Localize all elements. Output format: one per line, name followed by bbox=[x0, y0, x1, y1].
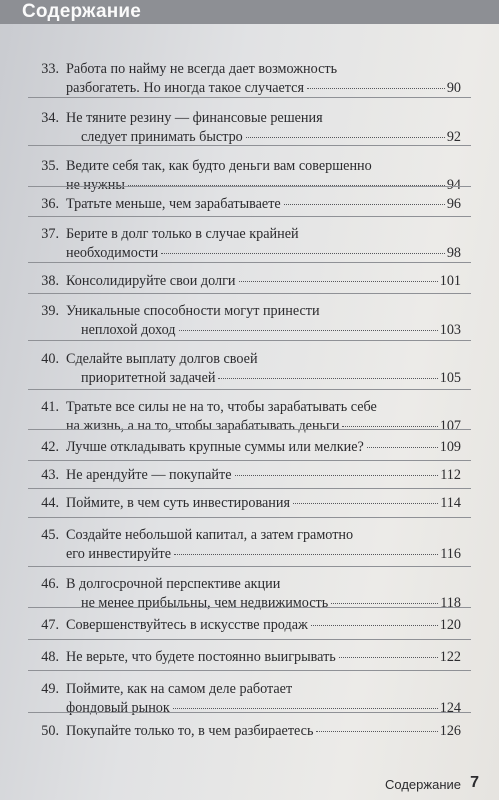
dot-leader bbox=[342, 426, 437, 427]
toc-entry-number: 48. bbox=[41, 649, 59, 665]
toc-entry-page-number: 103 bbox=[439, 322, 461, 338]
toc-entry-number: 34. bbox=[41, 110, 59, 126]
toc-entry-number: 42. bbox=[41, 439, 59, 455]
toc-entry-title-line: Ведите себя так, как будто деньги вам совершенно bbox=[66, 158, 372, 174]
toc-entry-title-line: следует принимать быстро bbox=[81, 129, 243, 145]
entry-divider bbox=[28, 389, 471, 390]
toc-entry-number: 46. bbox=[41, 576, 59, 592]
dot-leader bbox=[246, 137, 445, 138]
toc-entry-number: 49. bbox=[41, 681, 59, 697]
dot-leader bbox=[293, 503, 438, 504]
toc-entry-page-number: 120 bbox=[439, 617, 461, 633]
toc-entry-number: 45. bbox=[41, 527, 59, 543]
entry-divider bbox=[28, 340, 471, 341]
toc-entry-title-line: Сделайте выплату долгов своей bbox=[66, 351, 258, 367]
toc-entry-page-number: 107 bbox=[439, 418, 461, 434]
entry-divider bbox=[28, 145, 471, 146]
toc-entry-number: 47. bbox=[41, 617, 59, 633]
dot-leader bbox=[316, 731, 437, 732]
entry-divider bbox=[28, 262, 471, 263]
entry-divider bbox=[28, 670, 471, 671]
toc-entry-title-line: не нужны bbox=[66, 177, 125, 193]
toc-entry-title-line: В долгосрочной перспективе акции bbox=[66, 576, 281, 592]
dot-leader bbox=[218, 378, 437, 379]
entry-divider bbox=[28, 488, 471, 489]
toc-entry-page-number: 105 bbox=[439, 370, 461, 386]
toc-entry-title-line: Поймите, как на самом деле работает bbox=[66, 681, 293, 697]
toc-entry-title-line: разбогатеть. Но иногда такое случается bbox=[66, 80, 305, 96]
toc-entry-title-line: Поймите, в чем суть инвестирования bbox=[66, 495, 290, 511]
entry-divider bbox=[28, 712, 471, 713]
dot-leader bbox=[311, 625, 438, 626]
page-footer bbox=[0, 771, 499, 800]
toc-entry-title-line: Лучше откладывать крупные суммы или мелкие? bbox=[66, 439, 364, 455]
dot-leader bbox=[235, 475, 439, 476]
toc-entry-title-line: Тратьте все силы не на то, чтобы зарабатывать себе bbox=[66, 399, 377, 415]
toc-entry-page-number: 114 bbox=[440, 495, 461, 511]
toc-entry-title-line: Не верьте, что будете постоянно выигрывать bbox=[66, 649, 336, 665]
toc-entry-title-line: Берите в долг только в случае крайней bbox=[66, 226, 299, 242]
dot-leader bbox=[239, 281, 438, 282]
toc-entry-title-line: Тратьте меньше, чем зарабатываете bbox=[66, 196, 281, 212]
toc-entry-title-line: фондовый рынок bbox=[66, 700, 170, 716]
entry-divider bbox=[28, 216, 471, 217]
toc-entry-page-number: 112 bbox=[440, 467, 461, 483]
dot-leader bbox=[179, 330, 438, 331]
entry-divider bbox=[28, 97, 471, 98]
entry-divider bbox=[28, 517, 471, 518]
dot-leader bbox=[339, 657, 438, 658]
toc-entry-number: 44. bbox=[41, 495, 59, 511]
toc-entry-page-number: 96 bbox=[446, 196, 461, 212]
toc-entry-title-line: Покупайте только то, в чем разбираетесь bbox=[66, 723, 314, 739]
entry-divider bbox=[28, 186, 471, 187]
toc-entry-page-number: 118 bbox=[440, 595, 461, 611]
dot-leader bbox=[161, 253, 445, 254]
dot-leader bbox=[331, 603, 438, 604]
dot-leader bbox=[284, 204, 445, 205]
toc-entry-title-line: приоритетной задачей bbox=[81, 370, 216, 386]
toc-entry-page-number: 90 bbox=[446, 80, 461, 96]
entry-divider bbox=[28, 607, 471, 608]
footer-page-number: 7 bbox=[470, 774, 479, 791]
toc-entry-page-number: 98 bbox=[446, 245, 461, 261]
toc-entry-number: 41. bbox=[41, 399, 59, 415]
toc-entry-title-line: Совершенствуйтесь в искусстве продаж bbox=[66, 617, 308, 633]
toc-entry-title-line: его инвестируйте bbox=[66, 546, 172, 562]
dot-leader bbox=[173, 708, 438, 709]
toc-entry-title-line: Не тяните резину — финансовые решения bbox=[66, 110, 323, 126]
toc-entry-title-line: Создайте небольшой капитал, а затем грамотно bbox=[66, 527, 354, 543]
toc-entry-page-number: 122 bbox=[439, 649, 461, 665]
toc-entry-number: 50. bbox=[41, 723, 59, 739]
toc-entry-number: 33. bbox=[41, 61, 59, 77]
toc-entry-page-number: 92 bbox=[446, 129, 461, 145]
toc-entry-page-number: 109 bbox=[439, 439, 461, 455]
entry-divider bbox=[28, 429, 471, 430]
footer-section-label: Содержание bbox=[385, 777, 461, 792]
toc-entry-number: 36. bbox=[41, 196, 59, 212]
dot-leader bbox=[307, 88, 445, 89]
entry-divider bbox=[28, 566, 471, 567]
toc-entry-title-line: Консолидируйте свои долги bbox=[66, 273, 236, 289]
dot-leader bbox=[367, 447, 438, 448]
toc-entry-title-line: Не арендуйте — покупайте bbox=[66, 467, 232, 483]
toc-entry-number: 39. bbox=[41, 303, 59, 319]
toc-entry-number: 37. bbox=[41, 226, 59, 242]
entry-divider bbox=[28, 293, 471, 294]
entry-divider bbox=[28, 460, 471, 461]
dot-leader bbox=[174, 554, 438, 555]
toc-entry-number: 35. bbox=[41, 158, 59, 174]
toc-entry-page-number: 94 bbox=[446, 177, 461, 193]
toc-entry-page-number: 116 bbox=[440, 546, 461, 562]
toc-entry-number: 38. bbox=[41, 273, 59, 289]
entry-divider bbox=[28, 639, 471, 640]
toc-entry-page-number: 126 bbox=[439, 723, 461, 739]
toc-entry-page-number: 101 bbox=[439, 273, 461, 289]
toc-entry-title-line: на жизнь, а на то, чтобы зарабатывать деньги bbox=[66, 418, 340, 434]
toc-entry-number: 43. bbox=[41, 467, 59, 483]
toc-entry-page-number: 124 bbox=[439, 700, 461, 716]
toc-entry-title-line: неплохой доход bbox=[81, 322, 176, 338]
page-title: Содержание bbox=[22, 1, 142, 22]
toc-entry-title-line: Работа по найму не всегда дает возможность bbox=[66, 61, 338, 77]
toc-entry-title-line: Уникальные способности могут принести bbox=[66, 303, 320, 319]
toc-entry-title-line: не менее прибыльны, чем недвижимость bbox=[81, 595, 329, 611]
toc-entry-title-line: необходимости bbox=[66, 245, 159, 261]
toc-entry-number: 40. bbox=[41, 351, 59, 367]
